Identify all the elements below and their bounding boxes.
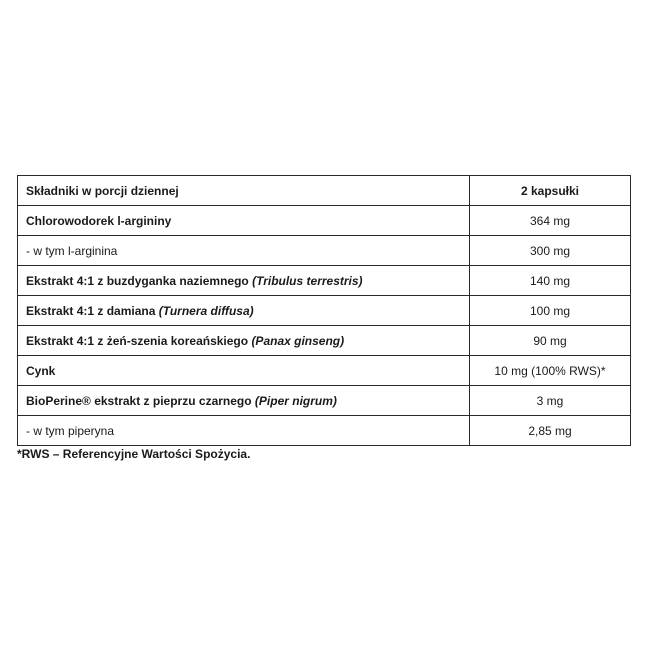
ingredient-latin-name: (Turnera diffusa) (158, 303, 254, 318)
table-row (18, 296, 631, 326)
ingredient-name (18, 206, 470, 236)
ingredient-label: - w tym l-arginina (26, 243, 118, 258)
ingredient-label: Cynk (26, 363, 56, 378)
table-row (18, 416, 631, 446)
ingredient-label: Ekstrakt 4:1 z buzdyganka naziemnego (26, 273, 253, 288)
nutrition-table (17, 175, 631, 446)
ingredient-latin-name: (Panax ginseng) (251, 333, 345, 348)
ingredient-dose: 3 mg (470, 386, 631, 416)
ingredient-dose: 2,85 mg (470, 416, 631, 446)
ingredient-label: BioPerine® ekstrakt z pieprzu czarnego (26, 393, 255, 408)
table-row (18, 266, 631, 296)
ingredient-dose: 90 mg (470, 326, 631, 356)
ingredient-dose: 10 mg (100% RWS)* (470, 356, 631, 386)
table-row (18, 206, 631, 236)
ingredient-latin-name: (Tribulus terrestris) (252, 273, 363, 288)
footnote: *RWS – Referencyjne Wartości Spożycia. (17, 447, 251, 461)
ingredient-name (18, 326, 470, 356)
table-row (18, 236, 631, 266)
ingredient-dose: 140 mg (470, 266, 631, 296)
ingredient-latin-name: (Piper nigrum) (254, 393, 337, 408)
ingredient-name (18, 236, 470, 266)
table-row (18, 386, 631, 416)
ingredient-label: - w tym piperyna (26, 423, 115, 438)
ingredient-name (18, 266, 470, 296)
table-row (18, 326, 631, 356)
table-header-row (18, 176, 631, 206)
table-row (18, 356, 631, 386)
ingredient-dose: 364 mg (470, 206, 631, 236)
ingredient-label: Chlorowodorek l-argininy (26, 213, 172, 228)
ingredient-name (18, 356, 470, 386)
header-ingredients: Składniki w porcji dziennej (18, 176, 470, 206)
header-dose: 2 kapsułki (470, 176, 631, 206)
ingredient-label: Ekstrakt 4:1 z damiana (26, 303, 159, 318)
ingredient-name (18, 416, 470, 446)
ingredient-dose: 300 mg (470, 236, 631, 266)
nutrition-table-container (17, 175, 631, 446)
ingredient-dose: 100 mg (470, 296, 631, 326)
ingredient-name (18, 296, 470, 326)
ingredient-name (18, 386, 470, 416)
ingredient-label: Ekstrakt 4:1 z żeń-szenia koreańskiego (26, 333, 252, 348)
